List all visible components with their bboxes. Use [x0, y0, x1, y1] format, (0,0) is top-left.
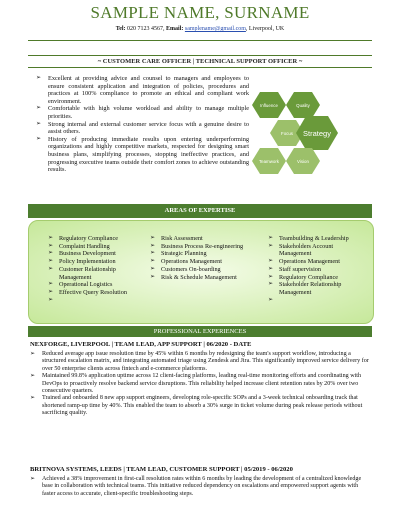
expertise-item: ➢ Strategic Planning — [150, 250, 248, 258]
summary-item: ➢ Strong internal and external customer service focus with a genuine desire to assist others. — [36, 121, 249, 136]
email-label: Email: — [166, 26, 184, 32]
expertise-column-1 — [48, 235, 143, 304]
job-heading: BRITNOVA SYSTEMS, LEEDS | TEAM LEAD, CUSTOMER SUPPORT | 05/2019 - 06/2020 — [30, 466, 293, 473]
summary-item: ➢ Comfortable with high volume workload and ability to manage multiple priorities. — [36, 105, 249, 120]
expertise-item: ➢ Business Process Re-engineering — [150, 243, 248, 251]
profile-summary — [36, 75, 249, 174]
expertise-item: ➢ Customer Relationship Management — [48, 266, 143, 281]
expertise-item: ➢ Risk Assessment — [150, 235, 248, 243]
candidate-name: SAMPLE NAME, SURNAME — [90, 3, 310, 22]
expertise-heading: AREAS OF EXPERTISE — [28, 204, 372, 218]
hex-label-teamwork: Teamwork — [258, 159, 280, 164]
competency-hexagons — [252, 90, 372, 185]
summary-item: ➢ Excellent at providing advice and counsel to managers and employees to ensure consistent application and integration of policies, procedures and practices at 100% compliance to promote an ethical and compliant work environment. — [36, 75, 249, 105]
summary-item: ➢ History of producing immediate results upon entering underperforming organizations and highly competitive markets, respected for designing smart business plans, simplifying processes, stopping ineffective practices, and progressing executive teams outside their comfort zones to achieve outstanding results. — [36, 136, 249, 174]
expertise-item: ➢ Business Development — [48, 250, 143, 258]
hex-label-strategy: Strategy — [303, 129, 331, 138]
expertise-column-3 — [268, 235, 366, 304]
tel-value: 020 7123 4567, — [127, 26, 165, 32]
hexagon-graphic — [252, 90, 372, 185]
job-bullet: ➢ Achieved a 38% improvement in first-call resolution rates within 6 months by leading the development of a centralized knowledge base in collaboration with technical teams. This initiative reduced dependency on escalations and empowered support agents with faster access to accurate, client-specific troubleshooting steps. — [30, 476, 372, 498]
header-rule-top — [28, 40, 372, 41]
tel-label: Tel: — [115, 26, 126, 32]
expertise-item: ➢ Regulatory Compliance — [268, 274, 366, 282]
contact-line — [0, 26, 400, 32]
job-bullet: ➢ Maintained 99.8% application uptime across 12 client-facing platforms, leading real-time monitoring efforts and coordinating with DevOps to proactively resolve backend service disruptions. This reliability helped increase client retention rates by 20% over two consecutive quarters. — [30, 373, 372, 395]
hex-label-vision: Vision — [297, 159, 309, 164]
job-bullet: ➢ Reduced average app issue resolution time by 45% within 6 months by redesigning the team's support workflow, introducing a structured escalation matrix, and integrating automated triage using Zendesk and Jira. This significantly improved service delivery for over 50 enterprise clients across fintech and e-commerce platforms. — [30, 351, 372, 373]
job-heading: NEXFORGE, LIVERPOOL | TEAM LEAD, APP SUPPORT | 06/2020 - DATE — [30, 341, 252, 348]
expertise-item: ➢ Policy Implementation — [48, 258, 143, 266]
expertise-item: ➢ Risk & Schedule Management — [150, 274, 248, 282]
expertise-item — [48, 297, 143, 305]
hex-label-focus: Focus — [281, 131, 293, 136]
expertise-item: ➢ Operational Logistics — [48, 281, 143, 289]
email-link[interactable]: samplename@gmail.com — [184, 26, 246, 32]
experience-heading: PROFESSIONAL EXPERIENCES — [28, 326, 372, 337]
expertise-item — [268, 297, 366, 305]
expertise-column-2 — [150, 235, 248, 281]
expertise-item: ➢ Teambuilding & Leadership — [268, 235, 366, 243]
hex-label-influence: Influence — [260, 103, 278, 108]
expertise-item: ➢ Effective Query Resolution — [48, 289, 143, 297]
hex-label-quality: Quality — [296, 103, 310, 108]
expertise-item: ➢ Staff supervision — [268, 266, 366, 274]
expertise-item: ➢ Customers On-boarding — [150, 266, 248, 274]
job-bullets — [30, 351, 372, 418]
expertise-item: ➢ Stakeholders Account Management — [268, 243, 366, 258]
header-rule-bottom — [28, 67, 372, 68]
header-rule-mid — [28, 55, 372, 56]
expertise-item: ➢ Regulatory Compliance — [48, 235, 143, 243]
expertise-item: ➢ Operations Management — [268, 258, 366, 266]
job-bullets — [30, 476, 372, 498]
job-title: ~ CUSTOMER CARE OFFICER | TECHNICAL SUPPORT OFFICER ~ — [97, 58, 303, 65]
expertise-item: ➢ Operations Management — [150, 258, 248, 266]
location: , Liverpool, UK — [245, 26, 285, 32]
expertise-item: ➢ Stakeholder Relationship Management — [268, 281, 366, 296]
job-bullet: ➢ Trained and onboarded 8 new app support engineers, developing role-specific SOPs and a 3-week technical onboarding track that shortened ramp-up time by 40%. This enabled the team to absorb a 30% surge in ticket volume during peak release periods without sacrificing quality. — [30, 395, 372, 417]
expertise-item: ➢ Complaint Handling — [48, 243, 143, 251]
